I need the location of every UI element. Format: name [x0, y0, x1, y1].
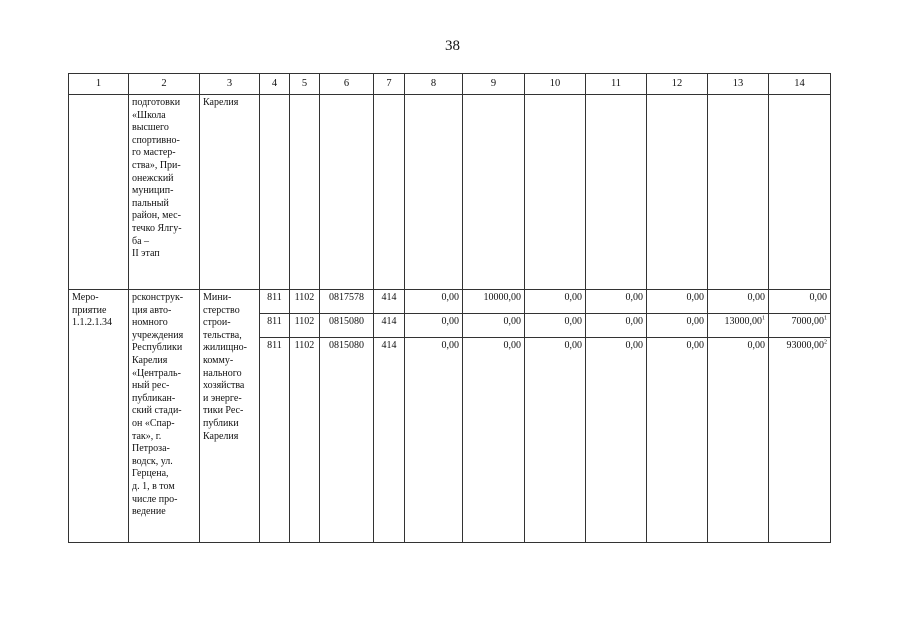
text-line: водск, ул.: [132, 455, 173, 467]
cell-col-11: [586, 314, 647, 338]
column-number: 8: [405, 74, 463, 95]
event-row: [69, 290, 831, 314]
cell-value: 0,00: [686, 316, 704, 327]
cell-value: 811: [267, 316, 282, 327]
cell-value: 0,00: [686, 340, 704, 351]
text-line: публикан-: [132, 392, 176, 404]
text-line: район, мес-: [132, 210, 181, 222]
cell-value: 0,00: [503, 340, 521, 351]
text-line: Мини-: [203, 292, 232, 303]
event-description-cell: [129, 290, 200, 543]
cell-col-6: [320, 314, 374, 338]
text-line: Петроза-: [132, 443, 170, 455]
cell-value: 0,00: [625, 316, 643, 327]
cell-value: 0,00: [441, 340, 459, 351]
text-line: течко Ялгу-: [132, 222, 182, 234]
text-line: высшего: [132, 122, 169, 134]
text-line: «Школа: [132, 109, 166, 121]
footnote-marker: 1: [762, 315, 765, 322]
cell-value: 414: [381, 316, 397, 327]
column-number: 7: [374, 74, 405, 95]
cell-col-12: [647, 290, 708, 314]
cell-col-7: [374, 290, 405, 314]
cell-col-5: [290, 314, 320, 338]
cell-col-4: [260, 290, 290, 314]
cell-col-9: [463, 290, 525, 314]
cell-col-13: [708, 314, 769, 338]
cell-col-10: [525, 290, 586, 314]
text-line: 1.1.2.1.34: [72, 317, 112, 329]
cell-value: 0,00: [686, 292, 704, 303]
text-line: «Централь-: [132, 367, 181, 379]
cell-col-13: [708, 338, 769, 543]
cell-value: 1102: [294, 316, 315, 327]
cell-value: 0817578: [329, 292, 364, 303]
cell-value: 0,00: [503, 316, 521, 327]
executor-cell: Карелия: [200, 95, 260, 290]
text-line: онежский: [132, 172, 174, 184]
cell-col-6: [320, 290, 374, 314]
cell-col-9: [463, 338, 525, 543]
column-number: 6: [320, 74, 374, 95]
column-number: 14: [769, 74, 831, 95]
event-description-cell: [129, 95, 200, 290]
cell-value: 0,00: [564, 292, 582, 303]
text-line: стерство: [203, 304, 240, 316]
footnote-marker: 1: [824, 315, 827, 322]
text-line: ведение: [132, 506, 166, 518]
text-line: строи-: [203, 317, 231, 329]
cell-value: 414: [381, 340, 397, 351]
text-line: ства», При-: [132, 159, 181, 171]
text-line: числе про-: [132, 493, 178, 505]
text-line: рсконструк-: [132, 292, 184, 303]
cell-value: 0,00: [564, 340, 582, 351]
executor-cell: [200, 290, 260, 543]
budget-table: [68, 73, 831, 543]
cell-col-11: [586, 338, 647, 543]
cell-col-8: [405, 338, 463, 543]
cell-col-8: [405, 290, 463, 314]
cell-value: 7000,00: [791, 316, 824, 327]
text-line: Карелия: [132, 354, 168, 366]
cell-col-10: [525, 338, 586, 543]
text-line: спортивно-: [132, 134, 180, 146]
cell-value: 0,00: [564, 316, 582, 327]
column-number: 12: [647, 74, 708, 95]
event-id-cell: [69, 290, 129, 543]
column-number: 9: [463, 74, 525, 95]
cell-col-4: [260, 314, 290, 338]
cell-value: 0,00: [809, 292, 827, 303]
text-line: Герцена,: [132, 468, 169, 480]
column-number: 10: [525, 74, 586, 95]
column-number: 1: [69, 74, 129, 95]
text-line: Меро-: [72, 292, 99, 303]
cell-col-10: [525, 314, 586, 338]
cell-col-7: [374, 338, 405, 543]
text-line: публики: [203, 417, 239, 429]
cell-value: 0,00: [747, 292, 765, 303]
text-line: комму-: [203, 354, 234, 366]
cell-value: 811: [267, 340, 282, 351]
text-line: номного: [132, 317, 168, 329]
cell-value: 0,00: [625, 340, 643, 351]
page-number: 38: [445, 38, 460, 54]
text-line: жилищно-: [203, 342, 247, 354]
cell-value: 1102: [294, 340, 315, 351]
text-line: Карелия: [203, 430, 239, 442]
cell-col-12: [647, 314, 708, 338]
cell-value: 10000,00: [483, 292, 521, 303]
column-number-row: [69, 74, 831, 95]
cell-value: 0,00: [441, 316, 459, 327]
cell-value: 0815080: [329, 340, 364, 351]
cell-value: 0815080: [329, 316, 364, 327]
text-line: ный рес-: [132, 380, 170, 392]
cell-col-14: [769, 338, 831, 543]
text-line: приятие: [72, 304, 107, 316]
text-line: пальный: [132, 197, 169, 209]
cell-col-9: [463, 314, 525, 338]
cell-col-14: [769, 290, 831, 314]
text-line: II этап: [132, 248, 160, 260]
text-line: тельства,: [203, 329, 242, 341]
cell-col-8: [405, 314, 463, 338]
text-line: подготовки: [132, 97, 181, 108]
cell-value: 0,00: [625, 292, 643, 303]
text-line: так», г.: [132, 430, 162, 442]
text-line: ский стади-: [132, 405, 182, 417]
text-line: ба –: [132, 235, 150, 247]
column-number: 3: [200, 74, 260, 95]
cell-col-7: [374, 314, 405, 338]
cell-value: 0,00: [747, 340, 765, 351]
column-number: 13: [708, 74, 769, 95]
cell-col-14: [769, 314, 831, 338]
column-number: 5: [290, 74, 320, 95]
text-line: нального: [203, 367, 242, 379]
text-line: он «Спар-: [132, 417, 175, 429]
event-id-cell: [69, 95, 129, 290]
cell-value: 0,00: [441, 292, 459, 303]
text-line: го мастер-: [132, 147, 176, 159]
cell-col-4: [260, 338, 290, 543]
text-line: ция авто-: [132, 304, 172, 316]
column-number: 2: [129, 74, 200, 95]
footnote-marker: 2: [824, 339, 827, 346]
cell-value: 811: [267, 292, 282, 303]
cell-col-5: [290, 290, 320, 314]
cell-value: 13000,00: [724, 316, 762, 327]
cell-value: 1102: [294, 292, 315, 303]
text-line: учреждения: [132, 329, 184, 341]
cell-col-12: [647, 338, 708, 543]
continuation-row: [69, 95, 831, 290]
text-line: муницип-: [132, 185, 174, 197]
column-number: 4: [260, 74, 290, 95]
text-line: д. 1, в том: [132, 480, 175, 492]
text-line: и энерге-: [203, 392, 242, 404]
text-line: тики Рес-: [203, 405, 244, 417]
cell-col-6: [320, 338, 374, 543]
cell-value: 93000,00: [786, 340, 824, 351]
cell-col-5: [290, 338, 320, 543]
cell-col-11: [586, 290, 647, 314]
cell-col-13: [708, 290, 769, 314]
column-number: 11: [586, 74, 647, 95]
text-line: Республики: [132, 342, 183, 354]
text-line: хозяйства: [203, 380, 245, 392]
cell-value: 414: [381, 292, 397, 303]
